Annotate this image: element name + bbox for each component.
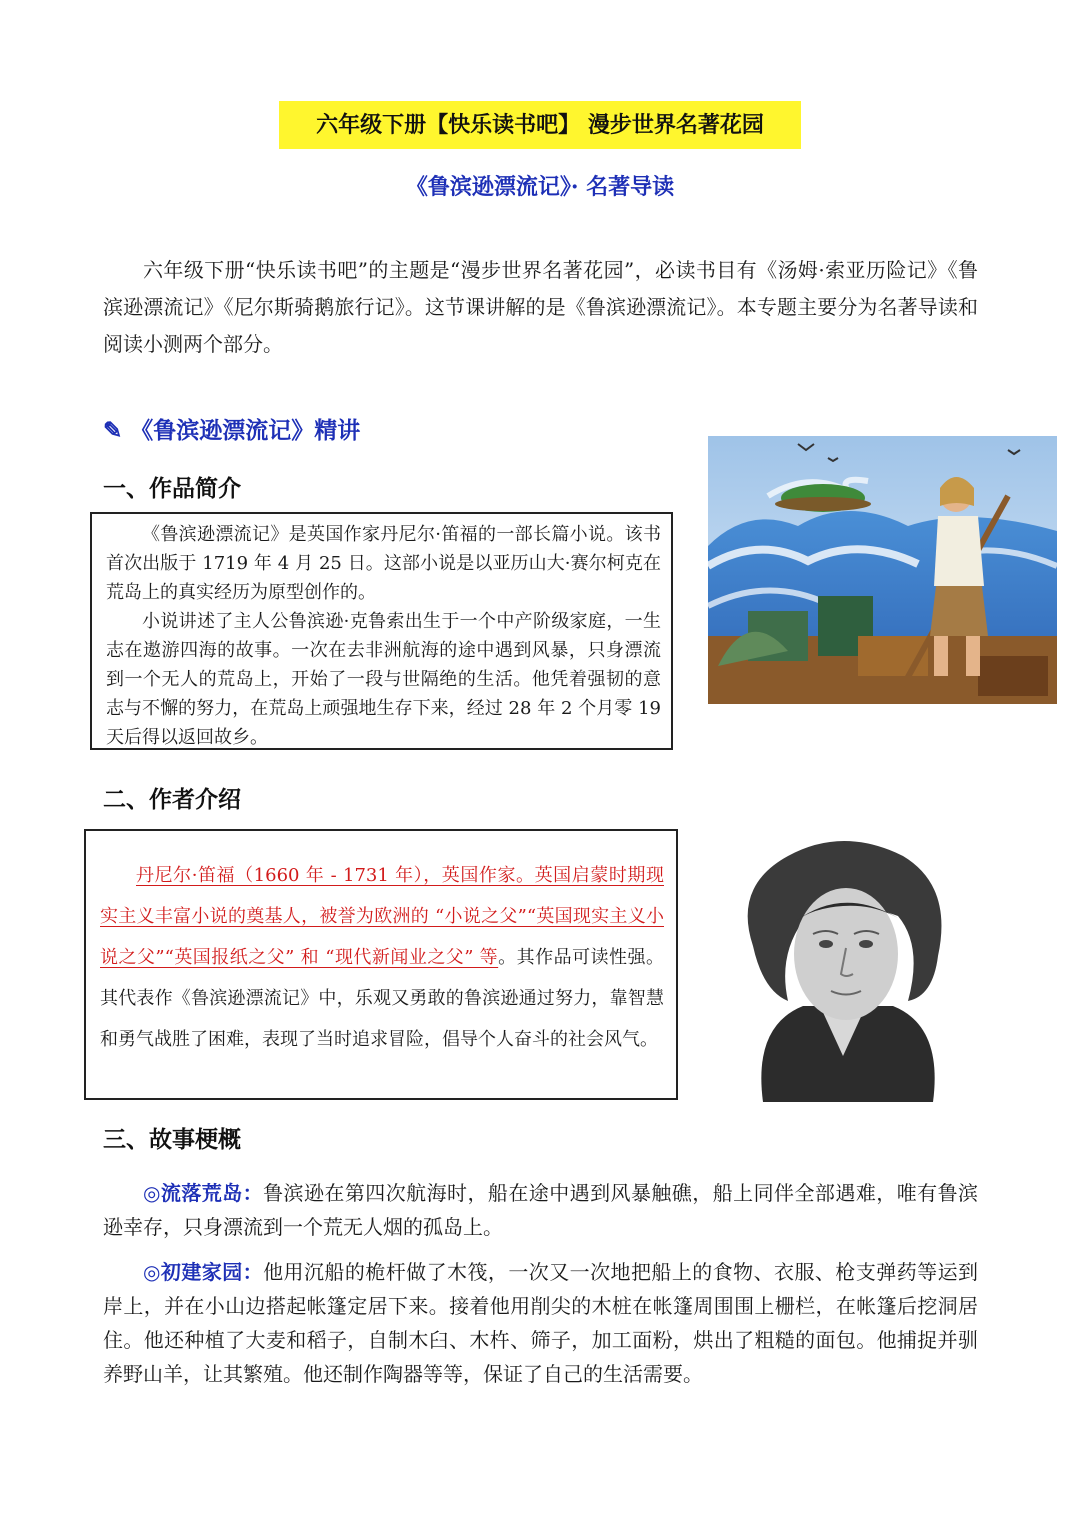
author-intro-box	[84, 829, 678, 1100]
section-heading-author-intro: 二、作者介绍	[103, 786, 241, 813]
page-subtitle: 《鲁滨逊漂流记》· 名著导读	[405, 174, 675, 200]
work-intro-box	[90, 512, 673, 750]
section-heading-work-intro: 一、作品简介	[103, 475, 241, 502]
page-title: 六年级下册【快乐读书吧】 漫步世界名著花园	[279, 101, 801, 149]
author-portrait-svg	[693, 826, 997, 1102]
story-item-label: ◎流落荒岛：	[143, 1181, 264, 1205]
author-intro-highlight: 丹尼尔·笛福（1660 年 - 1731 年），英国作家。英国启蒙时期现实主义丰富小说的奠基人，被誉为欧洲的 “小说之父”“英国现实主义小说之父”“英国报纸之父” 和 “现代新闻业之父” 等	[100, 865, 664, 968]
pencil-icon: ✎	[103, 417, 123, 444]
story-item-text: 鲁滨逊在第四次航海时，船在途中遇到风暴触礁，船上同伴全部遇难，唯有鲁滨逊幸存，只身漂流到一个荒无人烟的孤岛上。	[103, 1181, 979, 1239]
work-intro-paragraph: 小说讲述了主人公鲁滨逊·克鲁索出生于一个中产阶级家庭，一生志在遨游四海的故事。一次在去非洲航海的途中遇到风暴，只身漂流到一个无人的荒岛上，开始了一段与世隔绝的生活。他凭着强韧的意志与不懈的努力，在荒岛上顽强地生存下来，经过 28 年 2 个月零 19 天后得以返回故乡。	[106, 611, 661, 748]
section-heading-text: 《鲁滨逊漂流记》精讲	[130, 417, 361, 444]
story-item-1	[103, 1255, 978, 1391]
intro-paragraph: 六年级下册“快乐读书吧”的主题是“漫步世界名著花园”，必读书目有《汤姆·索亚历险记》《鲁滨逊漂流记》《尼尔斯骑鹅旅行记》。这节课讲解的是《鲁滨逊漂流记》。本专题主要分为名著导读和阅读小测两个部分。	[103, 258, 978, 356]
story-item-label: ◎初建家园：	[143, 1260, 264, 1284]
section-heading	[103, 412, 360, 445]
robinson-illustration	[708, 436, 1057, 704]
author-portrait	[693, 826, 997, 1102]
story-item-text: 他用沉船的桅杆做了木筏，一次又一次地把船上的食物、衣服、枪支弹药等运到岸上，并在小山边搭起帐篷定居下来。接着他用削尖的木桩在帐篷周围围上栅栏，在帐篷后挖洞居住。他还种植了大麦和稻子，自制木臼、木杵、筛子，加工面粉，烘出了粗糙的面包。他捕捉并驯养野山羊，让其繁殖。他还制作陶器等等，保证了自己的生活需要。	[103, 1260, 979, 1386]
work-intro-paragraph: 《鲁滨逊漂流记》是英国作家丹尼尔·笛福的一部长篇小说。该书首次出版于 1719 年 4 月 25 日。这部小说是以亚历山大·赛尔柯克在荒岛上的真实经历为原型创作的。	[106, 524, 661, 603]
section-heading-story: 三、故事梗概	[103, 1126, 241, 1153]
robinson-illustration-svg	[708, 436, 1057, 704]
story-item-0	[103, 1176, 978, 1244]
author-intro-text: 。其作品可读性强。其代表作《鲁滨逊漂流记》中，乐观又勇敢的鲁滨逊通过努力，靠智慧和勇气战胜了困难，表现了当时追求冒险，倡导个人奋斗的社会风气。	[100, 947, 664, 1050]
